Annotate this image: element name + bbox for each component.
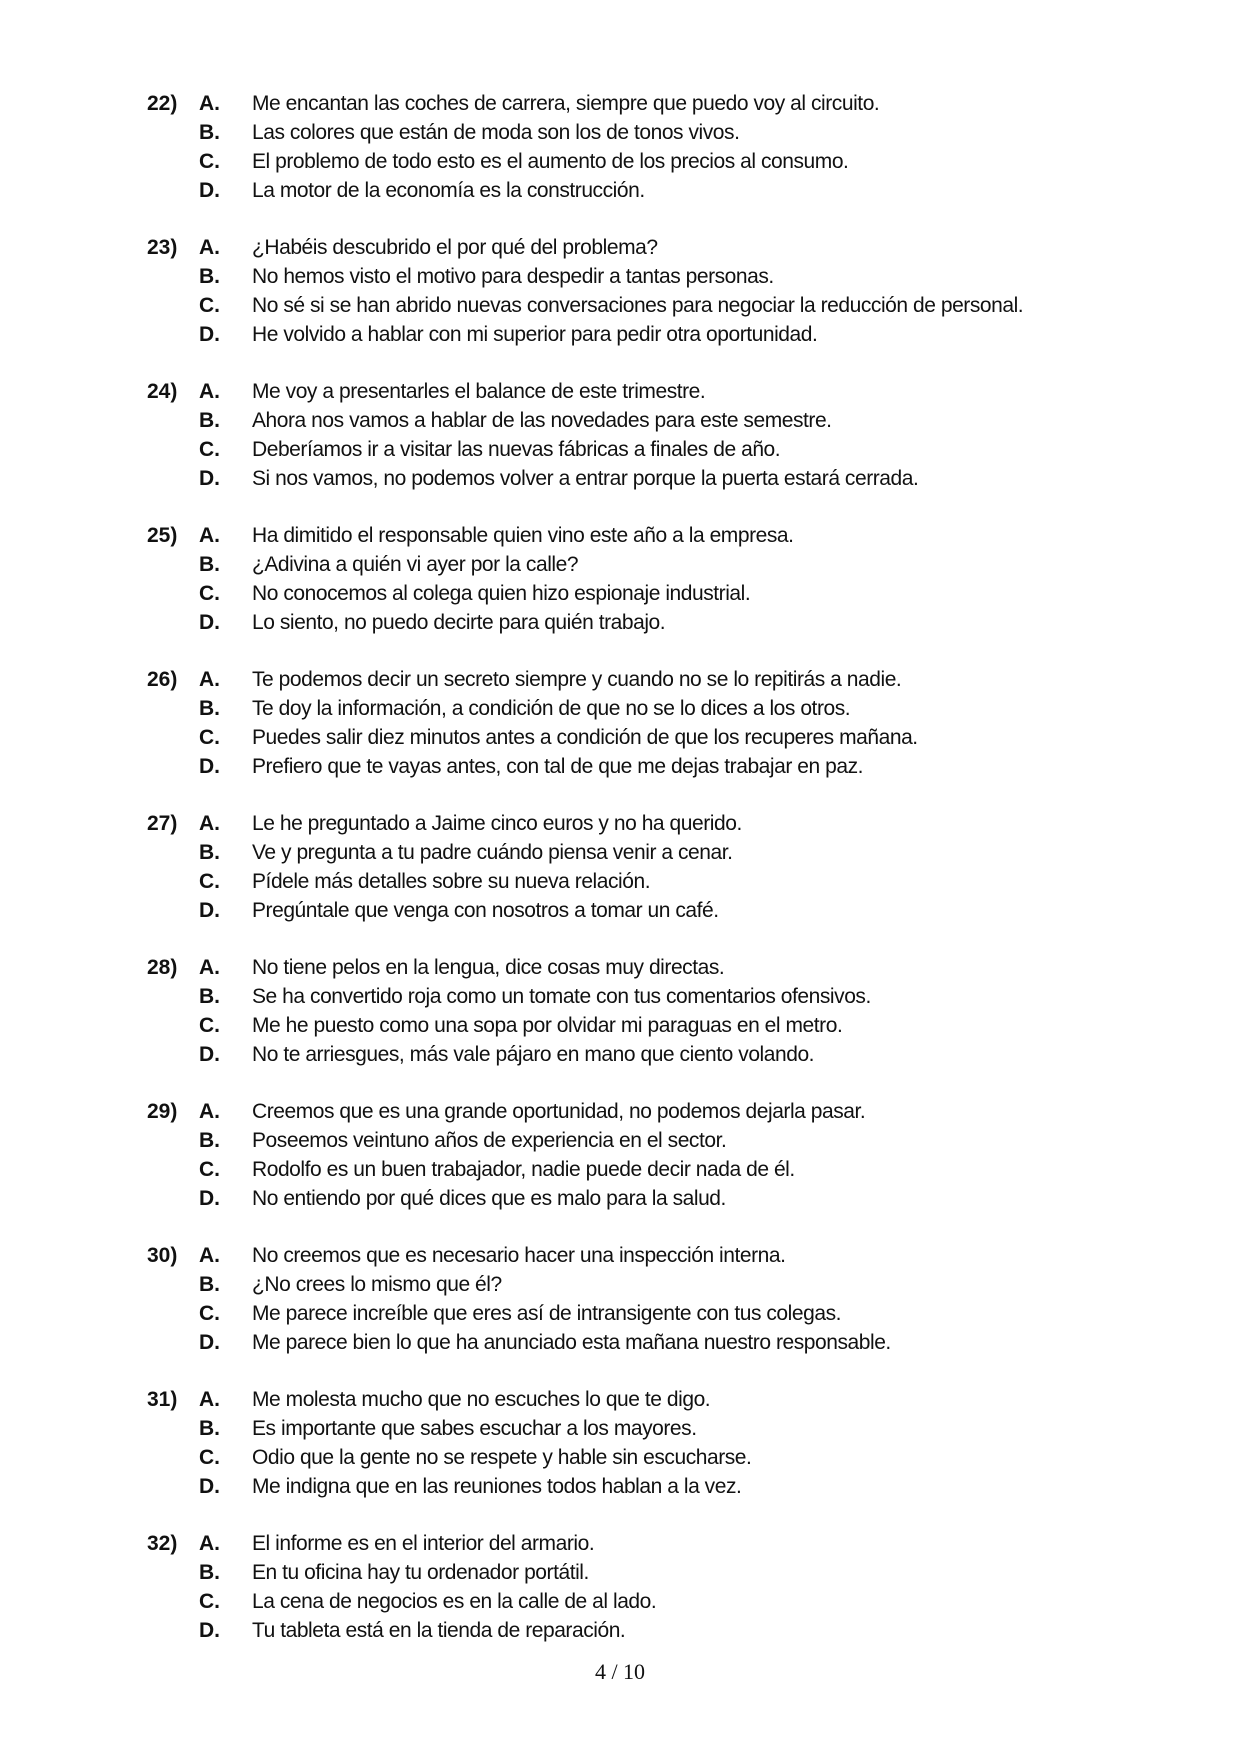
question-22 (0, 89, 1240, 205)
option-letter: B. (199, 121, 220, 144)
option-letter: A. (199, 236, 220, 259)
option-d (0, 1472, 1240, 1501)
option-letter: B. (199, 697, 220, 720)
question-number: 30) (147, 1244, 178, 1267)
option-text: No tiene pelos en la lengua, dice cosas muy directas. (252, 956, 725, 979)
question-number: 22) (147, 92, 178, 115)
option-letter: D. (199, 899, 220, 922)
option-text: Te podemos decir un secreto siempre y cuando no se lo repitirás a nadie. (252, 668, 902, 691)
option-text: El problemo de todo esto es el aumento de los precios al consumo. (252, 150, 849, 173)
option-text: Creemos que es una grande oportunidad, no podemos dejarla pasar. (252, 1100, 866, 1123)
option-text: Rodolfo es un buen trabajador, nadie puede decir nada de él. (252, 1158, 795, 1181)
option-letter: D. (199, 1331, 220, 1354)
page-number: 4 / 10 (594, 1659, 646, 1684)
option-d (0, 1616, 1240, 1645)
option-c (0, 867, 1240, 896)
option-letter: D. (199, 467, 220, 490)
question-number: 28) (147, 956, 178, 979)
option-letter: C. (199, 438, 220, 461)
option-c (0, 435, 1240, 464)
question-28 (0, 953, 1240, 1069)
option-text: Me molesta mucho que no escuches lo que te digo. (252, 1388, 711, 1411)
option-letter: B. (199, 985, 220, 1008)
option-c (0, 723, 1240, 752)
option-letter: C. (199, 1302, 220, 1325)
question-number: 27) (147, 812, 178, 835)
option-text: Las colores que están de moda son los de tonos vivos. (252, 121, 740, 144)
option-text: El informe es en el interior del armario. (252, 1532, 595, 1555)
option-text: Prefiero que te vayas antes, con tal de que me dejas trabajar en paz. (252, 755, 864, 778)
option-text: No sé si se han abrido nuevas conversaciones para negociar la reducción de personal. (252, 294, 1024, 317)
option-letter: C. (199, 1014, 220, 1037)
option-letter: B. (199, 1561, 220, 1584)
option-letter: B. (199, 265, 220, 288)
option-letter: A. (199, 92, 220, 115)
option-c (0, 1155, 1240, 1184)
option-letter: A. (199, 380, 220, 403)
question-number: 32) (147, 1532, 178, 1555)
option-letter: C. (199, 294, 220, 317)
option-letter: C. (199, 1446, 220, 1469)
option-letter: D. (199, 179, 220, 202)
option-a (0, 1241, 1240, 1270)
option-text: Me parece bien lo que ha anunciado esta mañana nuestro responsable. (252, 1331, 891, 1354)
option-letter: D. (199, 1187, 220, 1210)
option-letter: D. (199, 611, 220, 634)
question-number: 29) (147, 1100, 178, 1123)
option-b (0, 550, 1240, 579)
option-letter: A. (199, 1388, 220, 1411)
question-number: 24) (147, 380, 178, 403)
question-26 (0, 665, 1240, 781)
option-a (0, 1529, 1240, 1558)
option-letter: A. (199, 668, 220, 691)
question-31 (0, 1385, 1240, 1501)
option-text: ¿No crees lo mismo que él? (252, 1273, 502, 1296)
option-letter: D. (199, 323, 220, 346)
option-text: ¿Habéis descubrido el por qué del problema? (252, 236, 658, 259)
option-text: Puedes salir diez minutos antes a condición de que los recuperes mañana. (252, 726, 918, 749)
option-a (0, 665, 1240, 694)
option-text: Es importante que sabes escuchar a los mayores. (252, 1417, 697, 1440)
option-text: Te doy la información, a condición de que no se lo dices a los otros. (252, 697, 851, 720)
option-text: Me voy a presentarles el balance de este trimestre. (252, 380, 706, 403)
option-letter: D. (199, 1475, 220, 1498)
option-c (0, 1011, 1240, 1040)
option-letter: B. (199, 1129, 220, 1152)
option-b (0, 694, 1240, 723)
option-text: Ha dimitido el responsable quien vino este año a la empresa. (252, 524, 794, 547)
option-b (0, 1558, 1240, 1587)
option-text: La cena de negocios es en la calle de al lado. (252, 1590, 657, 1613)
question-27 (0, 809, 1240, 925)
option-a (0, 809, 1240, 838)
option-a (0, 233, 1240, 262)
option-c (0, 1587, 1240, 1616)
option-text: Me parece increíble que eres así de intransigente con tus colegas. (252, 1302, 842, 1325)
option-a (0, 1385, 1240, 1414)
option-text: Deberíamos ir a visitar las nuevas fábricas a finales de año. (252, 438, 781, 461)
option-a (0, 1097, 1240, 1126)
option-a (0, 377, 1240, 406)
question-number: 26) (147, 668, 178, 691)
option-letter: C. (199, 1158, 220, 1181)
option-a (0, 953, 1240, 982)
option-d (0, 1040, 1240, 1069)
option-b (0, 1270, 1240, 1299)
option-text: Le he preguntado a Jaime cinco euros y no ha querido. (252, 812, 742, 835)
option-b (0, 406, 1240, 435)
option-d (0, 1328, 1240, 1357)
question-30 (0, 1241, 1240, 1357)
option-text: ¿Adivina a quién vi ayer por la calle? (252, 553, 579, 576)
option-text: No creemos que es necesario hacer una inspección interna. (252, 1244, 786, 1267)
option-c (0, 1443, 1240, 1472)
option-d (0, 176, 1240, 205)
option-text: Ve y pregunta a tu padre cuándo piensa venir a cenar. (252, 841, 733, 864)
question-24 (0, 377, 1240, 493)
option-letter: B. (199, 841, 220, 864)
question-number: 25) (147, 524, 178, 547)
question-23 (0, 233, 1240, 349)
option-text: Si nos vamos, no podemos volver a entrar porque la puerta estará cerrada. (252, 467, 919, 490)
question-29 (0, 1097, 1240, 1213)
option-d (0, 896, 1240, 925)
option-letter: C. (199, 726, 220, 749)
option-text: No conocemos al colega quien hizo espionaje industrial. (252, 582, 751, 605)
option-text: He volvido a hablar con mi superior para pedir otra oportunidad. (252, 323, 818, 346)
question-25 (0, 521, 1240, 637)
option-b (0, 262, 1240, 291)
option-letter: B. (199, 1273, 220, 1296)
option-text: Odio que la gente no se respete y hable sin escucharse. (252, 1446, 752, 1469)
option-letter: C. (199, 150, 220, 173)
option-letter: A. (199, 1532, 220, 1555)
option-text: No entiendo por qué dices que es malo para la salud. (252, 1187, 726, 1210)
option-c (0, 291, 1240, 320)
option-letter: A. (199, 1244, 220, 1267)
option-d (0, 320, 1240, 349)
option-text: Se ha convertido roja como un tomate con tus comentarios ofensivos. (252, 985, 871, 1008)
option-text: Lo siento, no puedo decirte para quién trabajo. (252, 611, 666, 634)
option-letter: C. (199, 582, 220, 605)
option-letter: D. (199, 1619, 220, 1642)
option-letter: B. (199, 553, 220, 576)
option-d (0, 1184, 1240, 1213)
option-text: Ahora nos vamos a hablar de las novedades para este semestre. (252, 409, 832, 432)
question-number: 23) (147, 236, 178, 259)
option-letter: A. (199, 1100, 220, 1123)
option-d (0, 608, 1240, 637)
option-text: Pídele más detalles sobre su nueva relación. (252, 870, 651, 893)
question-32 (0, 1529, 1240, 1645)
option-text: Me indigna que en las reuniones todos hablan a la vez. (252, 1475, 742, 1498)
option-c (0, 579, 1240, 608)
option-letter: B. (199, 1417, 220, 1440)
option-letter: D. (199, 755, 220, 778)
option-letter: B. (199, 409, 220, 432)
option-text: En tu oficina hay tu ordenador portátil. (252, 1561, 589, 1584)
option-b (0, 1126, 1240, 1155)
option-d (0, 464, 1240, 493)
option-text: Poseemos veintuno años de experiencia en el sector. (252, 1129, 727, 1152)
question-number: 31) (147, 1388, 178, 1411)
option-b (0, 118, 1240, 147)
option-b (0, 1414, 1240, 1443)
option-c (0, 147, 1240, 176)
option-text: Pregúntale que venga con nosotros a tomar un café. (252, 899, 719, 922)
option-b (0, 982, 1240, 1011)
option-a (0, 521, 1240, 550)
option-letter: C. (199, 870, 220, 893)
option-letter: A. (199, 956, 220, 979)
option-letter: D. (199, 1043, 220, 1066)
option-c (0, 1299, 1240, 1328)
option-b (0, 838, 1240, 867)
option-letter: C. (199, 1590, 220, 1613)
option-text: No hemos visto el motivo para despedir a tantas personas. (252, 265, 774, 288)
option-text: Tu tableta está en la tienda de reparación. (252, 1619, 626, 1642)
option-text: Me he puesto como una sopa por olvidar mi paraguas en el metro. (252, 1014, 843, 1037)
option-a (0, 89, 1240, 118)
option-text: Me encantan las coches de carrera, siempre que puedo voy al circuito. (252, 92, 880, 115)
option-text: La motor de la economía es la construcción. (252, 179, 645, 202)
option-letter: A. (199, 524, 220, 547)
option-d (0, 752, 1240, 781)
option-text: No te arriesgues, más vale pájaro en mano que ciento volando. (252, 1043, 815, 1066)
option-letter: A. (199, 812, 220, 835)
